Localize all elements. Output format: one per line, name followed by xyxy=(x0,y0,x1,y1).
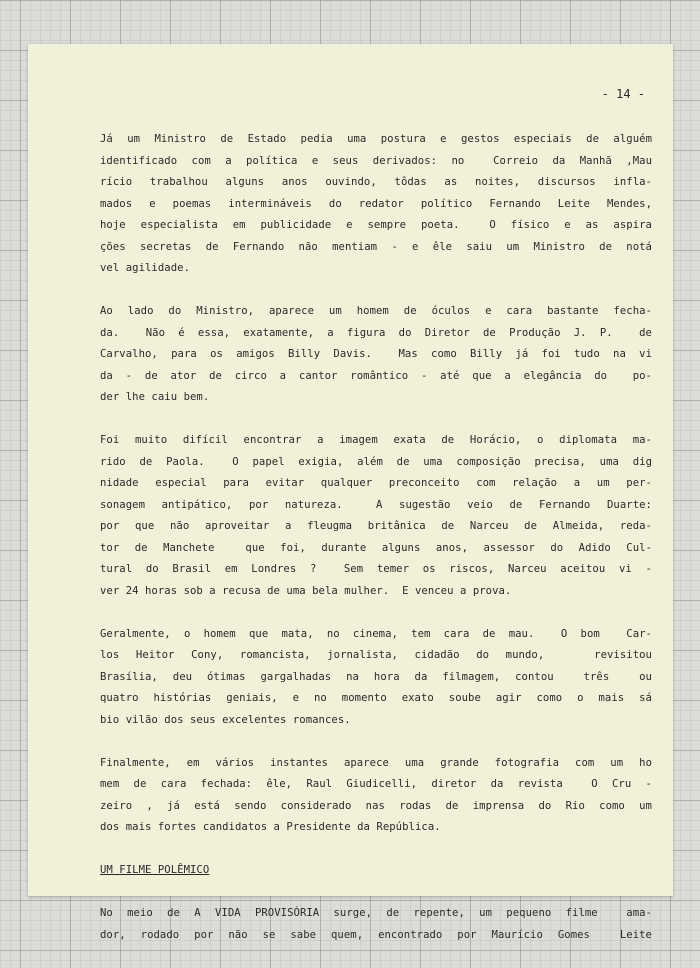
text-line: ções secretas de Fernando não mentiam - e êle saiu um Ministro de notá xyxy=(100,240,652,253)
text-line: bio vilão dos seus excelentes romances. xyxy=(100,713,351,726)
text-line: da - de ator de circo a cantor romântico - até que a elegância do po- xyxy=(100,369,652,382)
text-line: der lhe caiu bem. xyxy=(100,391,210,403)
text-line: nidade especial para evitar qualquer preconceito com relação a um per- xyxy=(100,477,652,489)
paragraph-diretor-producao xyxy=(100,301,652,409)
text-line: quatro histórias geniais, e no momento exato soube agir como o mais sá xyxy=(100,692,652,704)
text-line: No meio de A VIDA PROVISÓRIA surge, de repente, um pequeno filme ama- xyxy=(100,907,652,919)
text-line: mem de cara fechada: êle, Raul Giudicelli, diretor da revista O Cru - xyxy=(100,778,652,790)
text-line: Foi muito difícil encontrar a imagem exata de Horácio, o diplomata ma- xyxy=(100,434,652,446)
text-line: dor, rodado por não se sabe quem, encontrado por Maurício Gomes Leite xyxy=(100,928,652,941)
document-body xyxy=(100,129,652,968)
text-line: Finalmente, em vários instantes aparece uma grande fotografia com um ho xyxy=(100,756,652,769)
text-line: zeiro , já está sendo considerado nas rodas de imprensa do Rio como um xyxy=(100,799,652,812)
text-line: los Heitor Cony, romancista, jornalista, cidadão do mundo, revisitou xyxy=(100,649,652,661)
text-line: mados e poemas intermináveis do redator político Fernando Leite Mendes, xyxy=(100,197,652,210)
text-line: hoje especialista em publicidade e sempre poeta. O físico e as aspira xyxy=(100,219,652,231)
text-line: identificado com a política e seus derivados: no Correio da Manhã ,Mau xyxy=(100,154,652,167)
text-line: vel agilidade. xyxy=(100,262,190,274)
text-line: Brasília, deu ótimas gargalhadas na hora da filmagem, contou três ou xyxy=(100,670,652,683)
document-page xyxy=(28,44,673,941)
text-line: Geralmente, o homem que mata, no cinema, tem cara de mau. O bom Car- xyxy=(100,627,652,640)
text-line: ver 24 horas sob a recusa de uma bela mulher. E venceu a prova. xyxy=(100,584,512,597)
text-line: sonagem antipático, por natureza. A sugestão veio de Fernando Duarte: xyxy=(100,498,652,511)
text-line: Carvalho, para os amigos Billy Davis. Mas como Billy já foi tudo na vi xyxy=(100,348,652,360)
text-line: dos mais fortes candidatos a Presidente da República. xyxy=(100,821,441,833)
text-line: Ao lado do Ministro, aparece um homem de óculos e cara bastante fecha- xyxy=(100,305,652,317)
text-line: por que não aproveitar a fleugma britânica de Narceu de Almeida, reda- xyxy=(100,520,652,532)
text-line: da. Não é essa, exatamente, a figura do Diretor de Produção J. P. de xyxy=(100,326,652,339)
paragraph-horacio xyxy=(100,430,652,602)
paragraph-fotografia xyxy=(100,753,652,839)
paragraph-ministro xyxy=(100,129,652,280)
text-line: Já um Ministro de Estado pedia uma postura e gestos especiais de alguém xyxy=(100,133,652,145)
paragraph-filme-polemico xyxy=(100,903,652,946)
page-number: - 14 - xyxy=(601,87,645,101)
text-line: rício trabalhou alguns anos ouvindo, tôdas as noites, discursos infla- xyxy=(100,176,652,188)
paragraph-vilao xyxy=(100,624,652,732)
text-line: rido de Paola. O papel exigia, além de uma composição precisa, uma dig xyxy=(100,455,652,468)
text-line: tural do Brasil em Londres ? Sem temer os riscos, Narceu aceitou vi - xyxy=(100,563,652,575)
text-line: tor de Manchete que foi, durante alguns anos, assessor do Adido Cul- xyxy=(100,541,652,554)
section-heading: UM FILME POLÊMICO xyxy=(100,864,210,876)
